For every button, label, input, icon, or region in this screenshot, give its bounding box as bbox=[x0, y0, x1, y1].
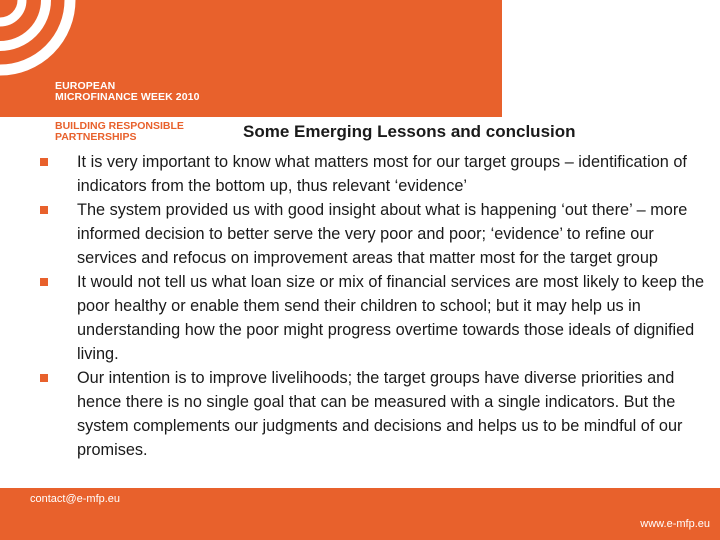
bullet-text: The system provided us with good insight about what is happening ‘out there’ – more informed decision to better serve the very poor and poor; ‘evidence’ to refine our services and refocus on improvement areas that matter most for the target group bbox=[77, 201, 688, 267]
bullet-item bbox=[36, 150, 706, 198]
bullet-item bbox=[36, 270, 706, 366]
contact-email-link[interactable]: contact@e-mfp.eu bbox=[30, 493, 121, 505]
website-link[interactable]: www.e-mfp.eu bbox=[640, 518, 710, 530]
event-name-line1: EUROPEAN bbox=[55, 80, 116, 92]
bullet-text: It would not tell us what loan size or mix of financial services are most likely to keep the poor healthy or enable them send their children to school; but it may help us in understanding how the poor might progress overtime towards those ideals of dignified living. bbox=[77, 273, 705, 363]
bullet-item bbox=[36, 366, 706, 462]
square-bullet-icon bbox=[40, 374, 48, 382]
event-tagline-line1: BUILDING RESPONSIBLE bbox=[55, 120, 184, 132]
event-name bbox=[55, 81, 200, 103]
square-bullet-icon bbox=[40, 158, 48, 166]
square-bullet-icon bbox=[40, 278, 48, 286]
bullet-item bbox=[36, 198, 706, 270]
brand-header bbox=[0, 0, 502, 117]
bullet-text: It is very important to know what matters most for our target groups – identification of indicators from the bottom up, thus relevant ‘evidence’ bbox=[77, 153, 687, 195]
footer-bar bbox=[0, 488, 720, 540]
slide-title: Some Emerging Lessons and conclusion bbox=[243, 122, 576, 141]
bullet-list bbox=[36, 150, 706, 462]
square-bullet-icon bbox=[40, 206, 48, 214]
bullet-text: Our intention is to improve livelihoods; the target groups have diverse priorities and hence there is no single goal that can be measured with a single indicators. But the system complements our judgments and decisions and helps us to be mindful of our promises. bbox=[77, 369, 683, 459]
event-tagline-line2: PARTNERSHIPS bbox=[55, 130, 137, 143]
event-name-line2: MICROFINANCE WEEK 2010 bbox=[55, 91, 200, 103]
event-tagline bbox=[55, 121, 184, 142]
